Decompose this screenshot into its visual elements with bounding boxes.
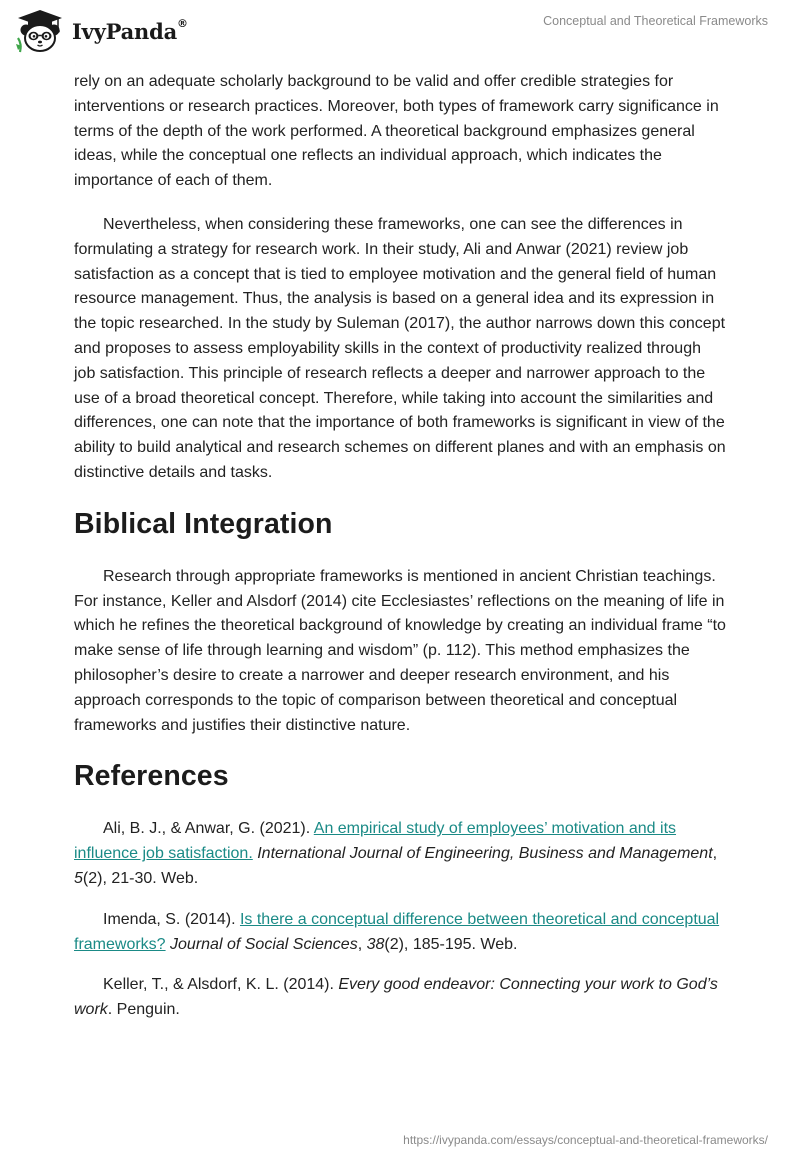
brand-name: IvyPanda® (72, 16, 188, 44)
reference-authors: Ali, B. J., & Anwar, G. (2021). (103, 820, 314, 838)
source-url[interactable]: https://ivypanda.com/essays/conceptual-and-theoretical-frameworks/ (403, 1133, 768, 1147)
heading-biblical-integration: Biblical Integration (74, 507, 333, 540)
reference-link[interactable]: An empirical study of employees’ motivation and its influence job satisfaction. (74, 820, 677, 863)
reference-separator: , (712, 845, 718, 863)
reference-authors: Keller, T., & Alsdorf, K. L. (2014). (103, 976, 339, 994)
paragraph-biblical: Research through appropriate frameworks is mentioned in ancient Christian teachings. For instance, Keller and Alsdorf (2014) cite Ecclesiastes’ reflections on the meaning of life in which he refines the theoretical background of knowledge by creating an individual frame “to make sense of life through learning and wisdom” (p. 112). This method emphasizes the philosopher’s desire to create a narrower and deeper research environment, and his approach corresponds to the topic of comparison between theoretical and conceptual frameworks and justifies their distinctive nature. (74, 567, 726, 734)
reference-details: . Penguin. (107, 1001, 180, 1019)
reference-volume: 5 (74, 869, 83, 887)
essay-content (74, 70, 726, 1039)
reference-book-title: Every good endeavor: Connecting your work to God’s work (74, 976, 718, 1019)
reference-item (74, 973, 726, 1023)
page-header (0, 0, 800, 60)
reference-item (74, 908, 726, 958)
reference-separator: , (357, 935, 367, 953)
heading-references: References (74, 760, 229, 793)
reference-item (74, 817, 726, 891)
document-title: Conceptual and Theoretical Frameworks (543, 14, 768, 28)
reference-details: (2), 185-195. Web. (384, 935, 518, 953)
reference-authors: Imenda, S. (2014). (103, 910, 240, 928)
reference-volume: 38 (366, 935, 385, 953)
panda-graduate-logo-icon (14, 8, 66, 54)
reference-journal: International Journal of Engineering, Business and Management (257, 845, 713, 863)
reference-details: (2), 21-30. Web. (82, 869, 199, 887)
paragraph-continued: rely on an adequate scholarly background to be valid and offer credible strategies for interventions or research practices. Moreover, both types of framework carry significance in terms of the depth of the work performed. A theoretical background emphasizes general ideas, while the conceptual one reflects an individual approach, which indicates the importance of each of them. (74, 73, 719, 190)
paragraph-differences: Nevertheless, when considering these frameworks, one can see the differences in formulating a strategy for research work. In their study, Ali and Anwar (2021) review job satisfaction as a concept that is tied to employee motivation and the general field of human resource management. Thus, the analysis is based on a general idea and its expression in the topic researched. In the study by Suleman (2017), the author narrows down this concept and proposes to assess employability skills in the context of productivity realized through job satisfaction. This principle of research reflects a deeper and narrower approach to the use of a broad theoretical concept. Therefore, while taking into account the similarities and differences, one can note that the importance of both frameworks is significant in view of the ability to build analytical and research schemes on different planes and with an emphasis on distinctive details and tasks. (74, 215, 726, 481)
ivypanda-logo[interactable] (14, 8, 188, 54)
reference-journal: Journal of Social Sciences (170, 935, 358, 953)
reference-link[interactable]: Is there a conceptual difference between theoretical and conceptual frameworks? (74, 910, 720, 953)
